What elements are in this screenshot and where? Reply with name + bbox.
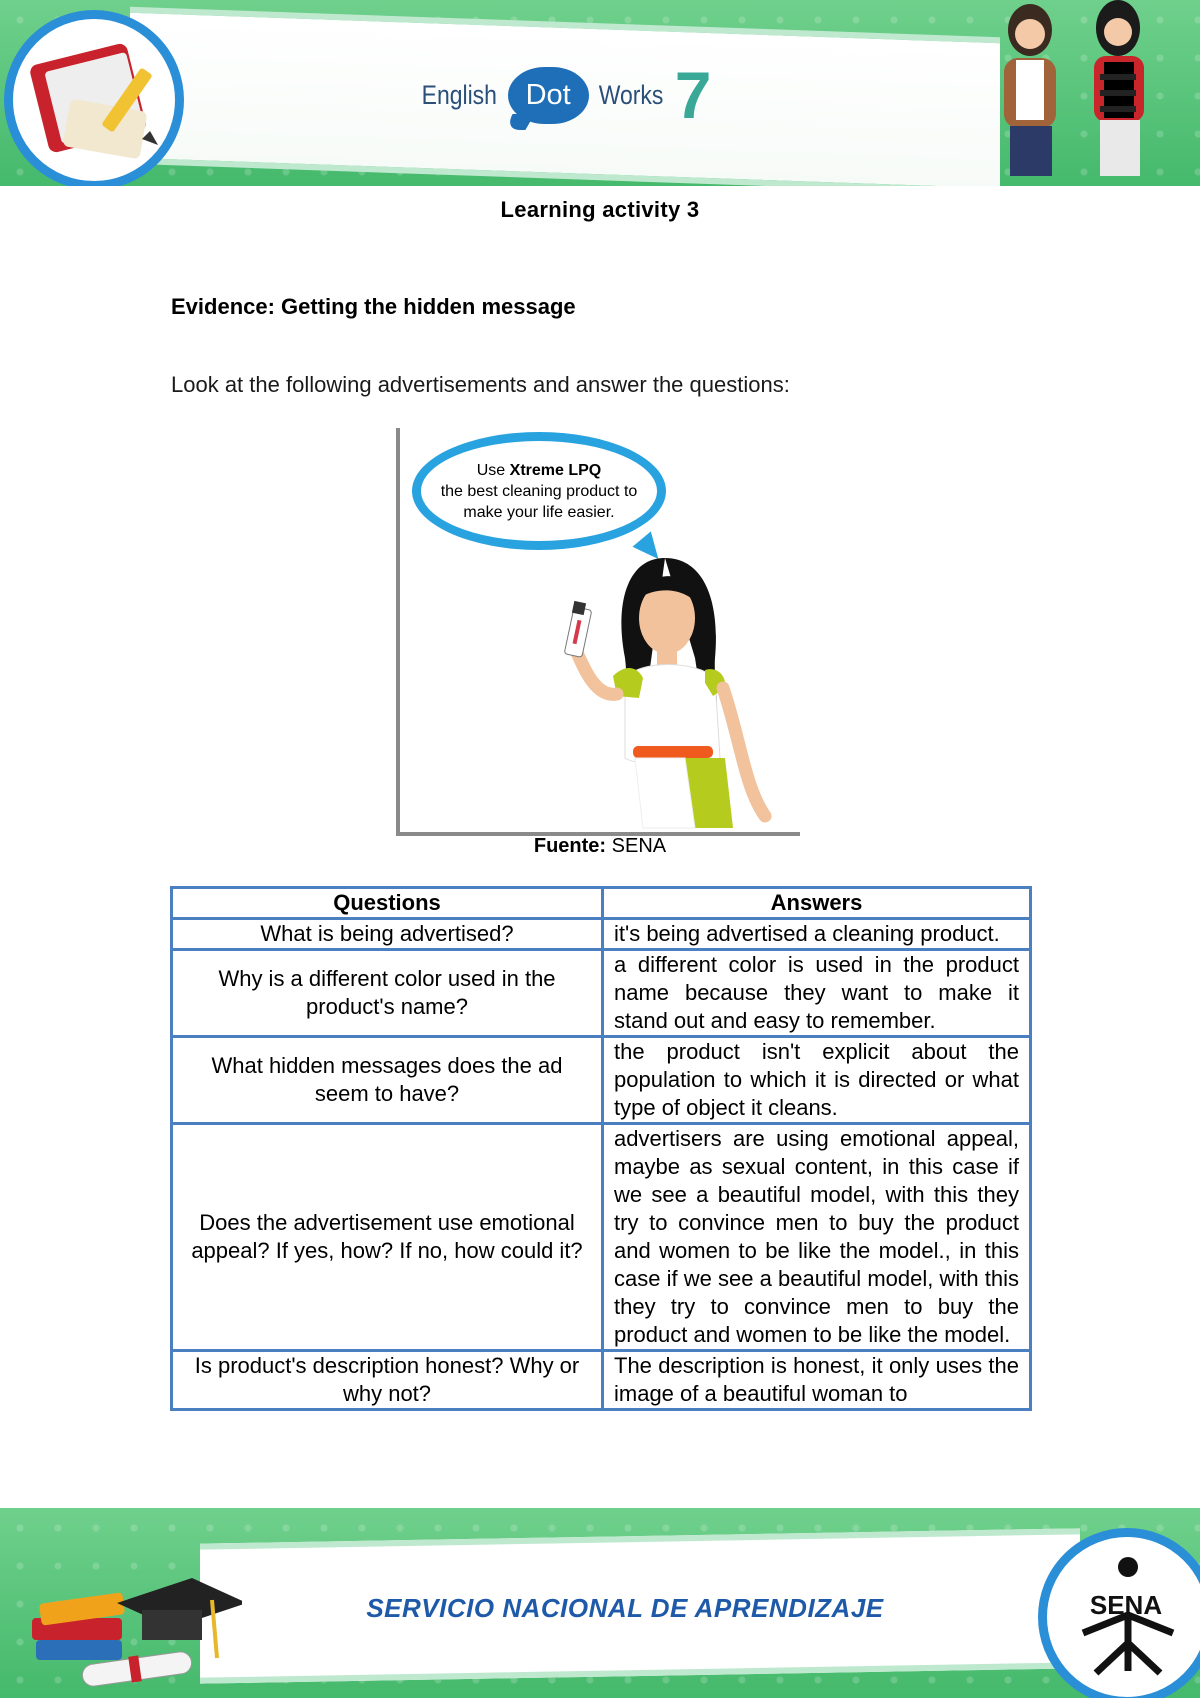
image-source-caption	[0, 835, 1200, 858]
questions-answers-table	[170, 886, 1032, 1411]
question-cell: What is being advertised?	[172, 919, 603, 950]
english-dot-works-logo	[415, 55, 711, 135]
logo-number: 7	[674, 58, 712, 132]
advertisement-figure	[396, 428, 800, 836]
two-women-illustration-icon	[970, 0, 1170, 186]
source-value: SENA	[606, 835, 667, 857]
instructions-text: Look at the following advertisements and answer the questions:	[171, 372, 790, 397]
source-label: Fuente:	[533, 835, 607, 857]
book-and-pencil-icon	[30, 35, 180, 175]
answer-cell: advertisers are using emotional appeal, maybe as sexual content, in this case if we see a beautiful model, with this they try to convince men to buy the product and women to be like the model., in this case if we see a beautiful model, with this they try to convince men to buy the product and women to be like the model.	[603, 1124, 1031, 1351]
question-cell: Why is a different color used in the product's name?	[172, 950, 603, 1037]
bubble-line-2: the best cleaning product to	[440, 482, 638, 500]
bubble-line-3: make your life easier.	[463, 503, 615, 521]
question-cell: Is product's description honest? Why or why not?	[172, 1351, 603, 1410]
table-row	[172, 1124, 1031, 1351]
answer-cell: it's being advertised a cleaning product.	[603, 919, 1031, 950]
questions-column-header: Questions	[172, 888, 603, 919]
answer-cell: The description is honest, it only uses the image of a beautiful woman to	[603, 1351, 1031, 1410]
woman-holding-product-illustration	[555, 548, 795, 833]
bubble-prefix: Use	[476, 461, 510, 479]
answer-cell: a different color is used in the product name because they want to make it stand out and easy to remember.	[603, 950, 1031, 1037]
question-cell: What hidden messages does the ad seem to have?	[172, 1037, 603, 1124]
footer-banner	[0, 1508, 1200, 1698]
speech-bubble	[412, 432, 666, 550]
logo-word-works: Works	[598, 79, 664, 110]
table-header-row	[172, 888, 1031, 919]
answers-column-header: Answers	[603, 888, 1031, 919]
table-row	[172, 1037, 1031, 1124]
table-row	[172, 919, 1031, 950]
table-row	[172, 950, 1031, 1037]
header-banner	[0, 0, 1200, 186]
table-row	[172, 1351, 1031, 1410]
page-title: Learning activity 3	[500, 197, 700, 222]
question-cell: Does the advertisement use emotional appeal? If yes, how? If no, how could it?	[172, 1124, 603, 1351]
bubble-brand-name: Xtreme LPQ	[509, 461, 602, 479]
institution-name: SERVICIO NACIONAL DE APRENDIZAJE	[366, 1593, 884, 1623]
evidence-heading: Evidence: Getting the hidden message	[171, 294, 576, 319]
logo-word-english: English	[421, 79, 497, 110]
logo-word-dot: Dot	[508, 67, 589, 124]
answer-cell: the product isn't explicit about the population to which it is directed or what type of object it cleans.	[603, 1037, 1031, 1124]
bubble-line-1	[477, 460, 602, 481]
sena-logo-text: SENA	[1089, 1590, 1163, 1620]
